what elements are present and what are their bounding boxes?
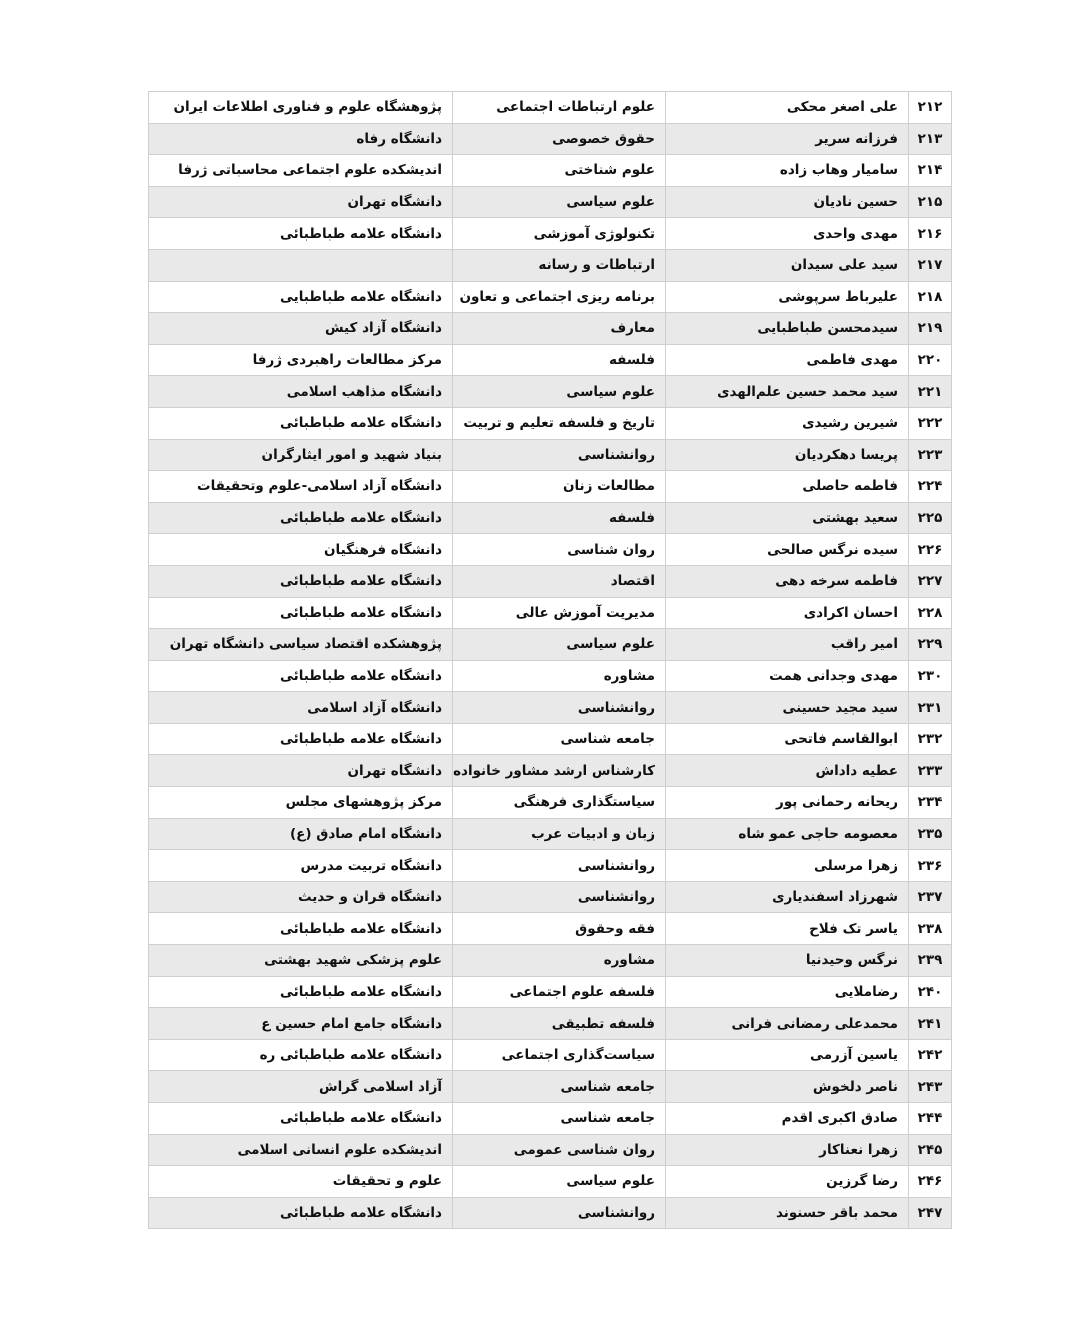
- person-name: ابوالقاسم فاتحی: [666, 723, 909, 755]
- person-name: سید علی سیدان: [666, 249, 909, 281]
- table-row: [149, 155, 952, 187]
- table-row: [149, 692, 952, 724]
- field-of-study: فلسفه: [453, 344, 666, 376]
- row-number: ۲۳۱: [909, 692, 952, 724]
- institution: دانشگاه قران و حدیث: [149, 881, 453, 913]
- field-of-study: روانشناسی: [453, 692, 666, 724]
- institution: دانشگاه آزاد اسلامی-علوم وتحقیقات: [149, 471, 453, 503]
- signatories-table: [148, 91, 952, 1229]
- institution: دانشگاه علامه طباطبایی: [149, 281, 453, 313]
- field-of-study: برنامه ریزی اجتماعی و تعاون: [453, 281, 666, 313]
- row-number: ۲۴۲: [909, 1039, 952, 1071]
- institution: علوم و تحقیقات: [149, 1166, 453, 1198]
- person-name: یاسین آزرمی: [666, 1039, 909, 1071]
- row-number: ۲۱۵: [909, 186, 952, 218]
- person-name: رضا گرزین: [666, 1166, 909, 1198]
- table-row: [149, 123, 952, 155]
- field-of-study: مدیریت آموزش عالی: [453, 597, 666, 629]
- row-number: ۲۴۱: [909, 1008, 952, 1040]
- row-number: ۲۲۱: [909, 376, 952, 408]
- person-name: فاطمه سرخه دهی: [666, 565, 909, 597]
- institution: دانشگاه علامه طباطبائی: [149, 597, 453, 629]
- institution: دانشگاه فرهنگیان: [149, 534, 453, 566]
- field-of-study: مشاوره: [453, 660, 666, 692]
- table-row: [149, 1166, 952, 1198]
- person-name: شیرین رشیدی: [666, 407, 909, 439]
- field-of-study: روان شناسی عمومی: [453, 1134, 666, 1166]
- institution: دانشگاه علامه طباطبائی: [149, 660, 453, 692]
- person-name: مهدی واحدی: [666, 218, 909, 250]
- table-row: [149, 186, 952, 218]
- row-number: ۲۳۴: [909, 787, 952, 819]
- field-of-study: فلسفه تطبیقی: [453, 1008, 666, 1040]
- institution: دانشگاه علامه طباطبائی: [149, 565, 453, 597]
- field-of-study: سیاستگذاری فرهنگی: [453, 787, 666, 819]
- row-number: ۲۲۴: [909, 471, 952, 503]
- row-number: ۲۴۴: [909, 1103, 952, 1135]
- institution: بنیاد شهید و امور ایثارگران: [149, 439, 453, 471]
- institution: پژوهشکده اقتصاد سیاسی دانشگاه تهران: [149, 629, 453, 661]
- person-name: محمد باقر حسنوند: [666, 1197, 909, 1229]
- table-row: [149, 723, 952, 755]
- institution: دانشگاه علامه طباطبائی: [149, 502, 453, 534]
- table-row: [149, 945, 952, 977]
- table-row: [149, 755, 952, 787]
- institution: دانشگاه علامه طباطبائی: [149, 407, 453, 439]
- table-row: [149, 218, 952, 250]
- table-row: [149, 313, 952, 345]
- row-number: ۲۳۵: [909, 818, 952, 850]
- institution: مرکز مطالعات راهبردی ژرفا: [149, 344, 453, 376]
- field-of-study: فقه وحقوق: [453, 913, 666, 945]
- table-row: [149, 1134, 952, 1166]
- table-row: [149, 92, 952, 124]
- row-number: ۲۴۳: [909, 1071, 952, 1103]
- person-name: مهدی فاطمی: [666, 344, 909, 376]
- row-number: ۲۳۹: [909, 945, 952, 977]
- institution: دانشگاه آزاد اسلامی: [149, 692, 453, 724]
- field-of-study: جامعه شناسی: [453, 723, 666, 755]
- table-row: [149, 281, 952, 313]
- person-name: معصومه حاجی عمو شاه: [666, 818, 909, 850]
- table-row: [149, 597, 952, 629]
- institution: دانشگاه علامه طباطبائی: [149, 1197, 453, 1229]
- row-number: ۲۱۶: [909, 218, 952, 250]
- person-name: محمدعلی رمضانی فرانی: [666, 1008, 909, 1040]
- field-of-study: علوم سیاسی: [453, 376, 666, 408]
- row-number: ۲۳۳: [909, 755, 952, 787]
- field-of-study: کارشناس ارشد مشاور خانواده: [453, 755, 666, 787]
- person-name: شهرزاد اسفندیاری: [666, 881, 909, 913]
- institution: دانشگاه جامع امام حسین ع: [149, 1008, 453, 1040]
- row-number: ۲۱۷: [909, 249, 952, 281]
- institution: پژوهشگاه علوم و فناوری اطلاعات ایران: [149, 92, 453, 124]
- table-body: [149, 92, 952, 1229]
- table-row: [149, 534, 952, 566]
- institution: دانشگاه تهران: [149, 755, 453, 787]
- institution: دانشگاه مذاهب اسلامی: [149, 376, 453, 408]
- row-number: ۲۲۰: [909, 344, 952, 376]
- field-of-study: تکنولوژی آموزشی: [453, 218, 666, 250]
- institution: دانشگاه علامه طباطبائی: [149, 976, 453, 1008]
- person-name: سیده نرگس صالحی: [666, 534, 909, 566]
- field-of-study: فلسفه علوم اجتماعی: [453, 976, 666, 1008]
- institution: [149, 249, 453, 281]
- table-row: [149, 471, 952, 503]
- table-row: [149, 660, 952, 692]
- table-row: [149, 344, 952, 376]
- row-number: ۲۱۲: [909, 92, 952, 124]
- field-of-study: روانشناسی: [453, 1197, 666, 1229]
- table-row: [149, 565, 952, 597]
- institution: مرکز پژوهشهای مجلس: [149, 787, 453, 819]
- field-of-study: روانشناسی: [453, 881, 666, 913]
- table-row: [149, 1039, 952, 1071]
- field-of-study: معارف: [453, 313, 666, 345]
- field-of-study: جامعه شناسی: [453, 1071, 666, 1103]
- institution: دانشگاه علامه طباطبائی: [149, 1103, 453, 1135]
- person-name: سیدمحسن طباطبایی: [666, 313, 909, 345]
- row-number: ۲۲۹: [909, 629, 952, 661]
- field-of-study: مطالعات زنان: [453, 471, 666, 503]
- row-number: ۲۱۴: [909, 155, 952, 187]
- person-name: رضاملایی: [666, 976, 909, 1008]
- institution: دانشگاه تربیت مدرس: [149, 850, 453, 882]
- field-of-study: علوم سیاسی: [453, 186, 666, 218]
- table-row: [149, 502, 952, 534]
- field-of-study: علوم شناختی: [453, 155, 666, 187]
- institution: دانشگاه علامه طباطبائی: [149, 913, 453, 945]
- row-number: ۲۲۶: [909, 534, 952, 566]
- row-number: ۲۴۷: [909, 1197, 952, 1229]
- table-row: [149, 249, 952, 281]
- institution: دانشگاه امام صادق (ع): [149, 818, 453, 850]
- person-name: فرزانه سریر: [666, 123, 909, 155]
- institution: دانشگاه رفاه: [149, 123, 453, 155]
- table-row: [149, 1008, 952, 1040]
- row-number: ۲۲۲: [909, 407, 952, 439]
- row-number: ۲۳۶: [909, 850, 952, 882]
- person-name: نرگس وحیدنیا: [666, 945, 909, 977]
- person-name: حسین نادیان: [666, 186, 909, 218]
- institution: دانشگاه علامه طباطبائی: [149, 218, 453, 250]
- person-name: ریحانه رحمانی پور: [666, 787, 909, 819]
- table-row: [149, 787, 952, 819]
- table-row: [149, 1103, 952, 1135]
- table-row: [149, 881, 952, 913]
- person-name: علیرباط سرپوشی: [666, 281, 909, 313]
- field-of-study: سیاست‌گذاری اجتماعی: [453, 1039, 666, 1071]
- row-number: ۲۱۹: [909, 313, 952, 345]
- table-row: [149, 376, 952, 408]
- field-of-study: علوم سیاسی: [453, 1166, 666, 1198]
- table-row: [149, 818, 952, 850]
- field-of-study: جامعه شناسی: [453, 1103, 666, 1135]
- person-name: عطیه داداش: [666, 755, 909, 787]
- person-name: احسان اکرادی: [666, 597, 909, 629]
- table-row: [149, 629, 952, 661]
- row-number: ۲۴۵: [909, 1134, 952, 1166]
- person-name: پریسا دهکردیان: [666, 439, 909, 471]
- institution: اندیشکده علوم اجتماعی محاسباتی ژرفا: [149, 155, 453, 187]
- person-name: صادق اکبری اقدم: [666, 1103, 909, 1135]
- table-row: [149, 913, 952, 945]
- row-number: ۲۲۵: [909, 502, 952, 534]
- institution: دانشگاه آزاد کیش: [149, 313, 453, 345]
- person-name: ناصر دلخوش: [666, 1071, 909, 1103]
- field-of-study: حقوق خصوصی: [453, 123, 666, 155]
- row-number: ۲۳۲: [909, 723, 952, 755]
- table-row: [149, 1071, 952, 1103]
- row-number: ۲۱۸: [909, 281, 952, 313]
- person-name: سعید بهشتی: [666, 502, 909, 534]
- institution: دانشگاه تهران: [149, 186, 453, 218]
- table-row: [149, 1197, 952, 1229]
- person-name: مهدی وجدانی همت: [666, 660, 909, 692]
- person-name: سید مجید حسینی: [666, 692, 909, 724]
- table-row: [149, 407, 952, 439]
- institution: علوم پزشکی شهید بهشتی: [149, 945, 453, 977]
- row-number: ۲۲۷: [909, 565, 952, 597]
- field-of-study: اقتصاد: [453, 565, 666, 597]
- field-of-study: تاریخ و فلسفه تعلیم و تربیت: [453, 407, 666, 439]
- person-name: سامیار وهاب زاده: [666, 155, 909, 187]
- institution: دانشگاه علامه طباطبائی ره: [149, 1039, 453, 1071]
- table-row: [149, 439, 952, 471]
- row-number: ۲۳۸: [909, 913, 952, 945]
- institution: دانشگاه علامه طباطبائی: [149, 723, 453, 755]
- institution: اندیشکده علوم انسانی اسلامی: [149, 1134, 453, 1166]
- person-name: زهرا نعناکار: [666, 1134, 909, 1166]
- institution: آزاد اسلامی گراش: [149, 1071, 453, 1103]
- row-number: ۲۱۳: [909, 123, 952, 155]
- row-number: ۲۲۸: [909, 597, 952, 629]
- row-number: ۲۳۷: [909, 881, 952, 913]
- person-name: یاسر تک فلاح: [666, 913, 909, 945]
- field-of-study: زبان و ادبیات عرب: [453, 818, 666, 850]
- field-of-study: علوم سیاسی: [453, 629, 666, 661]
- field-of-study: روان شناسی: [453, 534, 666, 566]
- person-name: فاطمه حاصلی: [666, 471, 909, 503]
- row-number: ۲۴۶: [909, 1166, 952, 1198]
- field-of-study: روانشناسی: [453, 439, 666, 471]
- field-of-study: مشاوره: [453, 945, 666, 977]
- row-number: ۲۲۳: [909, 439, 952, 471]
- field-of-study: علوم ارتباطات اجتماعی: [453, 92, 666, 124]
- field-of-study: ارتباطات و رسانه: [453, 249, 666, 281]
- row-number: ۲۴۰: [909, 976, 952, 1008]
- person-name: امیر راقب: [666, 629, 909, 661]
- person-name: سید محمد حسین علم‌الهدی: [666, 376, 909, 408]
- field-of-study: روانشناسی: [453, 850, 666, 882]
- field-of-study: فلسفه: [453, 502, 666, 534]
- table-row: [149, 976, 952, 1008]
- person-name: علی اصغر محکی: [666, 92, 909, 124]
- table-row: [149, 850, 952, 882]
- row-number: ۲۳۰: [909, 660, 952, 692]
- person-name: زهرا مرسلی: [666, 850, 909, 882]
